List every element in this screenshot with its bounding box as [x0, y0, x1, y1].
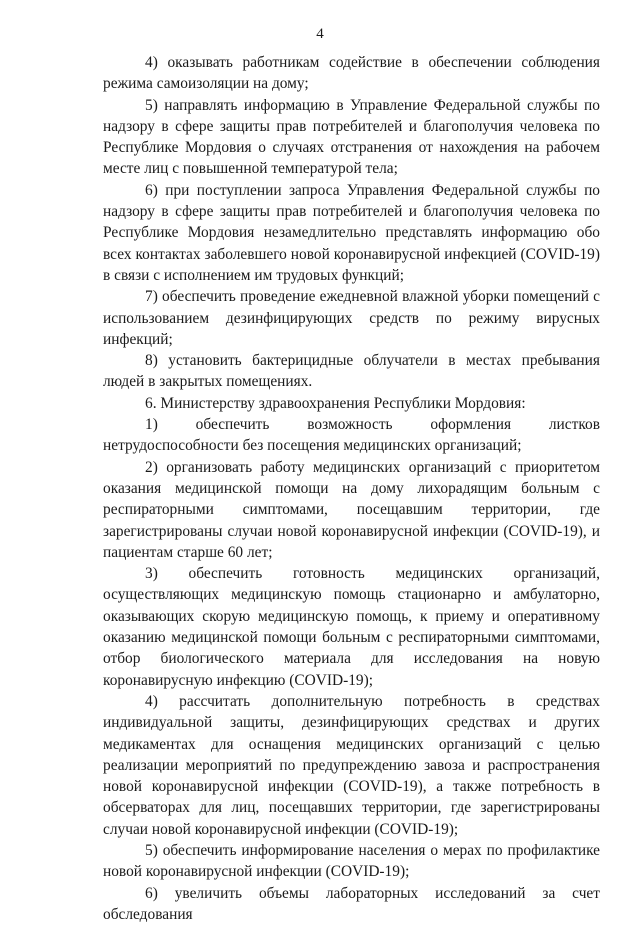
paragraph-item-5: 5) направлять информацию в Управление Федеральной службы по надзору в сфере защиты прав потребителей и благополучия человека по Республике Мордовия о случаях отстранения от нахождения на рабочем месте лиц с повышенной температурой тела;	[103, 96, 600, 178]
paragraph-sub-2: 2) организовать работу медицинских организаций с приоритетом оказания медицинской помощи на дому лихорадящим больным с респираторными симптомами, посещавшим территории, где зарегистрированы случаи новой коронавирусной инфекции (COVID-19), и пациентам старше 60 лет;	[103, 458, 600, 561]
paragraph-item-6: 6) при поступлении запроса Управления Федеральной службы по надзору в сфере защиты прав потребителей и благополучия человека по Республике Мордовия незамедлительно представлять информацию обо всех контактах заболевшего новой коронавирусной инфекцией (COVID-19) в связи с исполнением им трудовых функций;	[103, 181, 600, 284]
paragraph-sub-3: 3) обеспечить готовность медицинских организаций, осуществляющих медицинскую помощь стационарно и амбулаторно, оказывающих скорую медицинскую помощь, к приему и оперативному оказанию медицинской помощи больным с респираторными симптомами, отбор биологического материала для исследования на новую коронавирусную инфекцию (COVID-19);	[103, 565, 600, 689]
paragraph-item-4: 4) оказывать работникам содействие в обеспечении соблюдения режима самоизоляции на дому;	[103, 54, 600, 93]
paragraph-item-7: 7) обеспечить проведение ежедневной влажной уборки помещений с использованием дезинфицирующих средств по режиму вирусных инфекций;	[103, 288, 600, 348]
paragraph-sub-6: 6) увеличить объемы лабораторных исследований за счет обследования	[103, 884, 600, 923]
paragraph-sub-5: 5) обеспечить информирование населения о мерах по профилактике новой коронавирусной инфекции (COVID-19);	[103, 841, 600, 881]
paragraph-item-8: 8) установить бактерицидные облучатели в местах пребывания людей в закрытых помещениях.	[103, 352, 600, 391]
page-number: 4	[316, 26, 324, 42]
document-body	[103, 52, 600, 925]
paragraph-sub-1: 1) обеспечить возможность оформления листков нетрудоспособности без посещения медицинских организаций;	[103, 416, 600, 455]
section-heading-6: 6. Министерству здравоохранения Республики Мордовия:	[145, 394, 526, 412]
paragraph-sub-4: 4) рассчитать дополнительную потребность в средствах индивидуальной защиты, дезинфицирующих средствах и других медикаментах для оснащения медицинских организаций с целью реализации мероприятий по предупреждению завоза и распространения новой коронавирусной инфекции (COVID-19), а также потребность в обсерваторах для лиц, посещавших территории, где зарегистрированы случаи новой коронавирусной инфекции (COVID-19);	[103, 692, 600, 838]
